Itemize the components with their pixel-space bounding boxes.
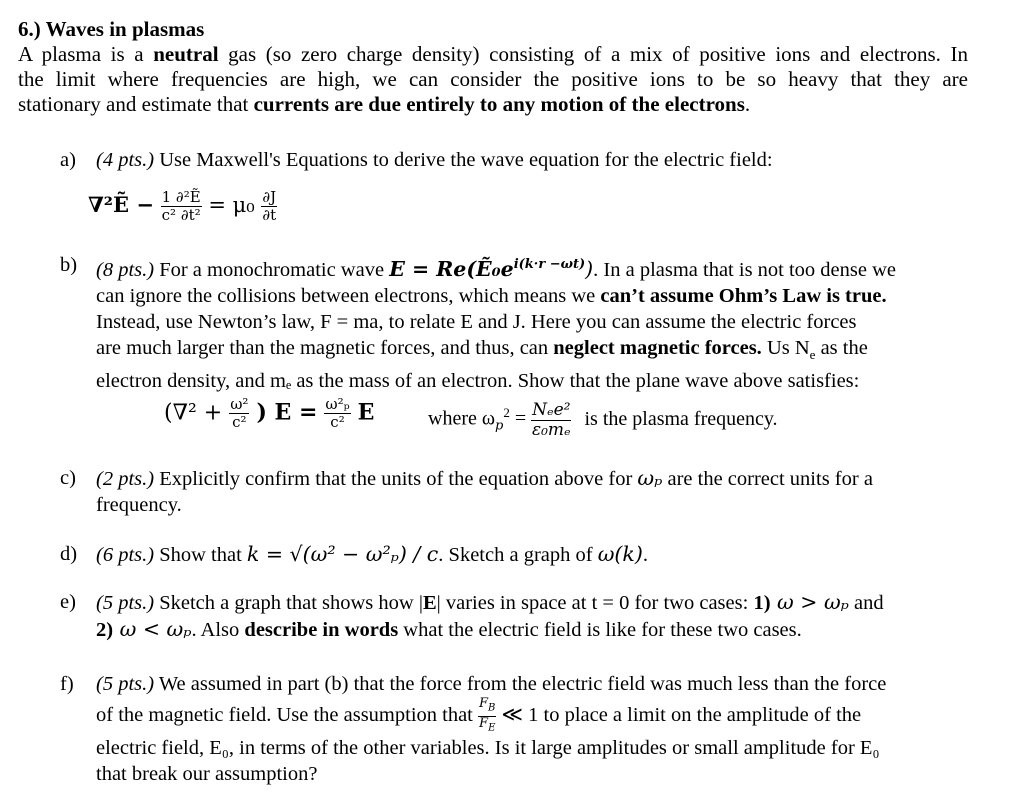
problem-title: 6.) Waves in plasmas bbox=[18, 17, 205, 41]
part-a bbox=[60, 147, 960, 247]
part-e-label: e) bbox=[60, 591, 76, 613]
force-ratio: $\frac{F_B}{F_E}$ bbox=[479, 696, 496, 734]
part-e-line-2: 2) ω < ωₚ. Also describe in words what the electric field is like for these two cases. bbox=[96, 617, 802, 641]
part-f-label: f) bbox=[60, 673, 74, 695]
k-formula: k = √(ω² − ω²ₚ) / c bbox=[246, 542, 439, 566]
part-d bbox=[60, 541, 960, 571]
part-b-line-5: electron density, and mₑ as the mass of an electron. Show that the plane wave above satisfies: bbox=[96, 369, 860, 392]
part-b bbox=[60, 252, 960, 462]
part-c bbox=[60, 465, 960, 525]
part-d-body: (6 pts.) Show that k = √(ω² − ω²ₚ) / c. Sketch a graph of ω(k). bbox=[96, 542, 648, 566]
part-d-label: d) bbox=[60, 543, 78, 565]
part-f-line-3: electric field, E₀, in terms of the other variables. Is it large amplitudes or small amplitude for E₀ bbox=[96, 737, 880, 760]
problem-intro bbox=[18, 42, 968, 117]
part-a-body bbox=[96, 147, 960, 173]
part-c-line-2: frequency. bbox=[96, 494, 182, 516]
part-c-line-1: (2 pts.) Explicitly confirm that the units of the equation above for ωₚ are the correct units for a bbox=[96, 466, 873, 490]
part-f bbox=[60, 671, 960, 791]
part-b-line-1: (8 pts.) For a monochromatic wave $E = Re(Ẽ_0e^{i(k\cdot r -\omega t)})$. In a plasma that is not too dense we bbox=[96, 256, 897, 281]
part-f-line-4: that break our assumption? bbox=[96, 763, 318, 786]
intro-line-1: A plasma is a neutral gas (so zero charge density) consisting of a mix of positive ions and electrons. In bbox=[18, 42, 968, 66]
part-a-text: Use Maxwell's Equations to derive the wave equation for the electric field: bbox=[154, 149, 773, 171]
part-a-points: (4 pts.) bbox=[96, 149, 155, 171]
part-a-equation: ∇²Ẽ − $\frac{\text{1 ∂²Ẽ}}{\text{c² ∂t²}}$ = μ₀ $\frac{\partial J}{\partial t}$ bbox=[88, 188, 277, 224]
part-f-line-2: of the magnetic field. Use the assumption that $\frac{F_B}{F_E}$ ≪ 1 to place a limit on the amplitude of the bbox=[96, 696, 862, 734]
part-c-label: c) bbox=[60, 467, 76, 489]
part-f-line-1: (5 pts.) We assumed in part (b) that the force from the electric field was much less than the force bbox=[96, 673, 887, 695]
part-b-line-4: are much larger than the magnetic forces, and thus, can neglect magnetic forces. Us $N_e$ as the bbox=[96, 336, 868, 362]
part-b-line-3: Instead, use Newton’s law, F = ma, to relate E and J. Here you can assume the electric forces bbox=[96, 310, 857, 333]
part-e bbox=[60, 589, 960, 649]
part-b-equation: (∇² + $\frac{\text{ω²}}{\text{c²}}$ ) E = $\frac{\text{ω²ₚ}}{\text{c²}}$ E bbox=[164, 395, 375, 431]
part-e-body bbox=[96, 589, 960, 643]
part-b-line-2: can ignore the collisions between electrons, which means we can’t assume Ohm’s Law is true. bbox=[96, 284, 887, 307]
part-a-label: a) bbox=[60, 149, 76, 171]
part-e-line-1: (5 pts.) Sketch a graph that shows how |E| varies in space at t = 0 for two cases: 1) ω > ωₚ and bbox=[96, 590, 884, 614]
part-b-label: b) bbox=[60, 254, 78, 276]
part-b-body bbox=[96, 252, 960, 394]
part-c-body bbox=[96, 465, 960, 518]
plasma-frequency-definition: where $\omega_p^2$ = $\frac{\text{Nₑe²}}{\text{ε₀mₑ}}$ is the plasma frequency. bbox=[428, 399, 778, 440]
part-f-body bbox=[96, 671, 960, 787]
intro-line-2: the limit where frequencies are high, we can consider the positive ions to be so heavy that they are bbox=[18, 67, 968, 91]
intro-line-3: stationary and estimate that currents are due entirely to any motion of the electrons. bbox=[18, 92, 751, 116]
